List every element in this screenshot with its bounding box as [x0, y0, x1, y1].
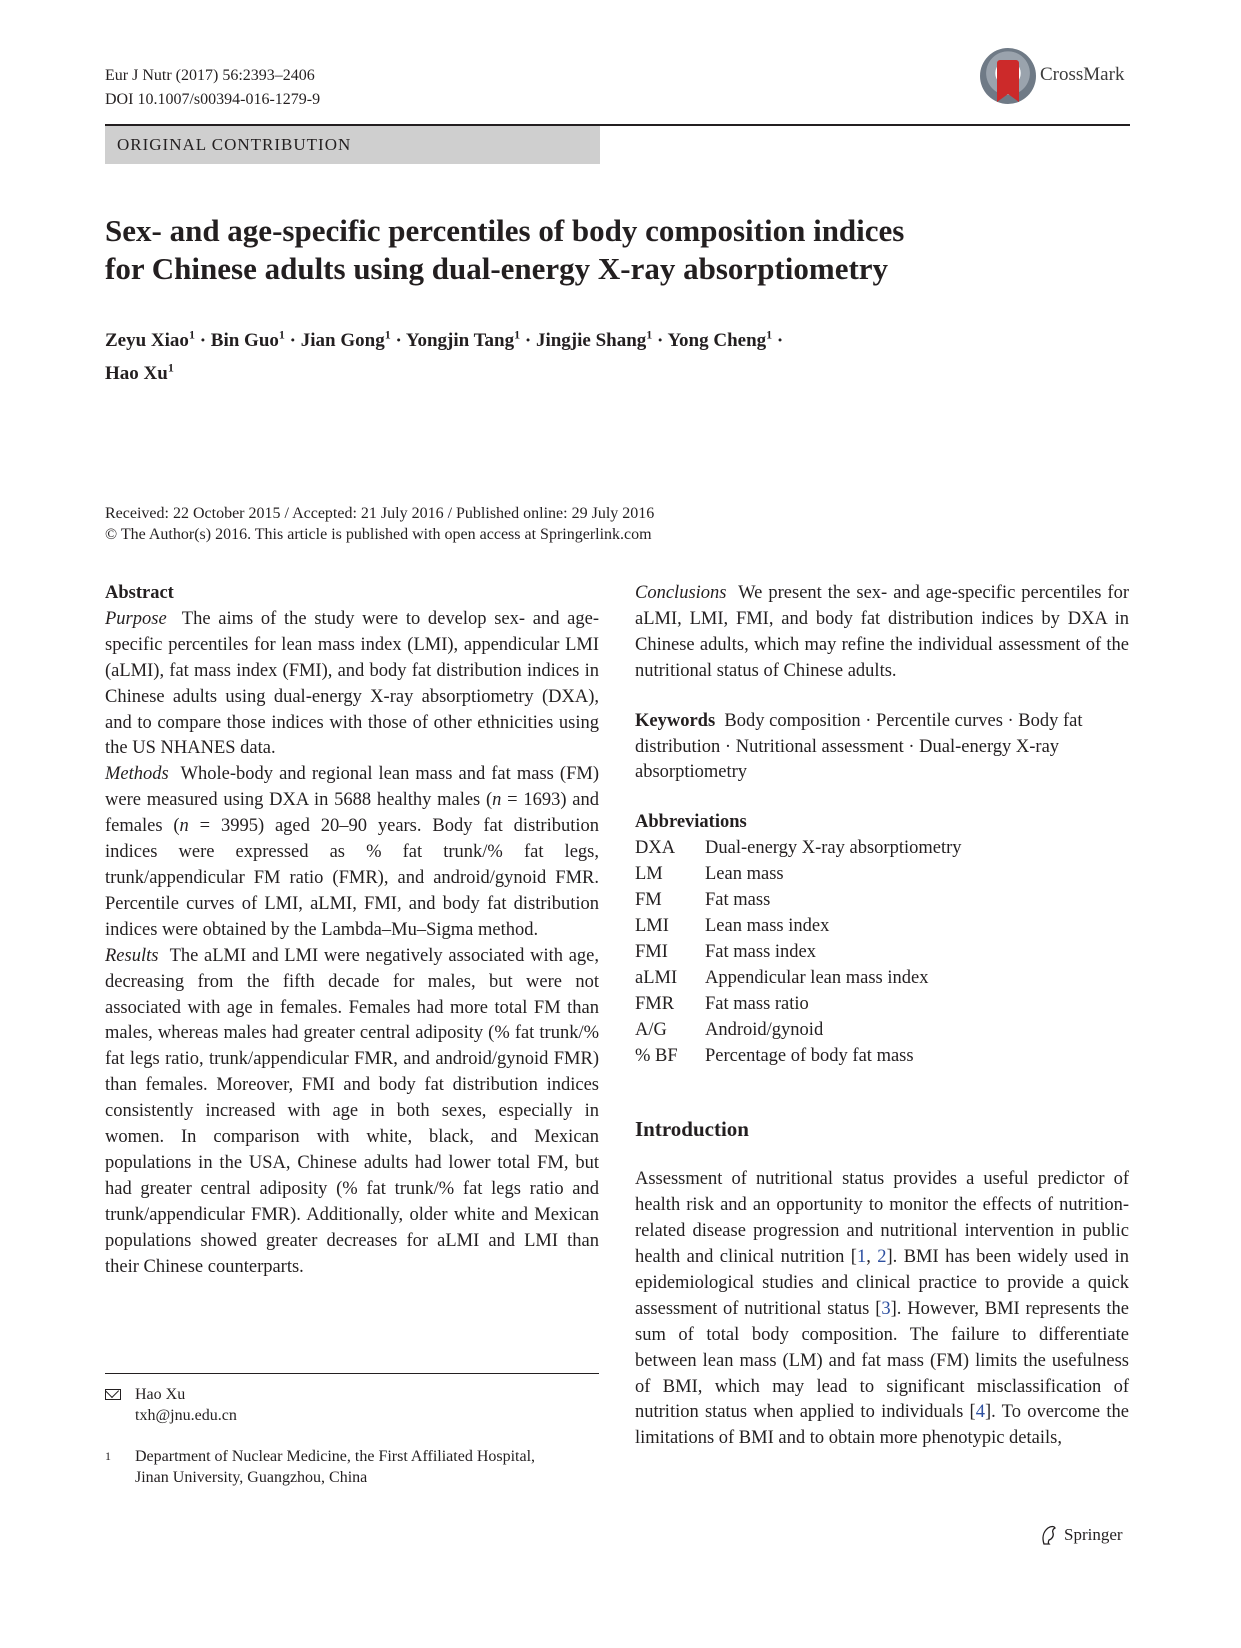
- affiliation-number: 1: [105, 1449, 111, 1463]
- journal-citation: [105, 64, 320, 112]
- abbreviation-row: DXA Dual-energy X-ray absorptiometry: [635, 838, 962, 859]
- abbreviation-row: LMI Lean mass index: [635, 915, 830, 936]
- introduction-paragraph: Assessment of nutritional status provides a useful predictor of health risk and an opportunity to monitor the effects of nutrition-related disease progression and nutritional intervention in public health and clinical nutrition [1, 2]. BMI has been widely used in epidemiological studies and clinical practice to provide a quick assessment of nutritional status [3]. However, BMI represents the sum of total body composition. The failure to differentiate between lean mass (LM) and fat mass (FM) limits the usefulness of BMI, which may lead to significant misclassification of nutrition status when applied to individuals [4]. To overcome the limitations of BMI and to obtain more phenotypic details,: [635, 1169, 1129, 1449]
- abbreviations-heading: Abbreviations: [635, 812, 747, 833]
- abstract-purpose: Purpose The aims of the study were to develop sex- and age-specific percentiles for lean mass index (LMI), appendicular LMI (aLMI), fat mass index (FMI), and body fat distribution indices in Chinese adults using dual-energy X-ray absorptiometry (DXA), and to compare those indices with those of other ethnicities using the US NHANES data.: [105, 608, 599, 759]
- abbreviation-row: aLMI Appendicular lean mass index: [635, 967, 929, 988]
- introduction-heading: Introduction: [635, 1117, 749, 1142]
- author[interactable]: Yong Cheng$^1$: [667, 328, 773, 352]
- abbreviation-row: % BF Percentage of body fat mass: [635, 1045, 914, 1066]
- springer-horse-icon: [1040, 1524, 1058, 1546]
- section-tag: ORIGINAL CONTRIBUTION: [105, 126, 600, 164]
- citation-link[interactable]: 4: [975, 1402, 985, 1423]
- abbreviation-row: FM Fat mass: [635, 890, 771, 911]
- corresponding-author: Hao Xu: [135, 1386, 186, 1403]
- author[interactable]: Zeyu Xiao$^1$: [105, 328, 195, 352]
- history-line: Received: 22 October 2015 / Accepted: 21 July 2016 / Published online: 29 July 2016: [105, 505, 655, 522]
- author[interactable]: Jian Gong$^1$: [300, 328, 391, 352]
- journal-line: Eur J Nutr (2017) 56:2393–2406: [105, 67, 315, 84]
- citation-link[interactable]: 3: [881, 1298, 891, 1319]
- abstract-methods: Methods Whole-body and regional lean mass and fat mass (FM) were measured using DXA in 5688 healthy males (n = 1693) and females (n = 3995) aged 20–90 years. Body fat distribution indices were expressed as % fat trunk/% fat legs, trunk/appendicular FM ratio (FMR), and android/gynoid FMR. Percentile curves of LMI, aLMI, FMI, and body fat distribution indices were obtained by the Lambda–Mu–Sigma method.: [105, 764, 599, 940]
- article-dates: [105, 503, 1105, 545]
- title-line-1: Sex- and age-specific percentiles of body composition indices: [105, 213, 905, 248]
- abbreviation-row: FMR Fat mass ratio: [635, 993, 809, 1014]
- right-column: [635, 581, 1129, 1452]
- abstract: [105, 581, 599, 1280]
- publisher-name: Springer: [1064, 1525, 1123, 1544]
- author[interactable]: Hao Xu$^1$: [105, 360, 174, 384]
- abstract-heading: Abstract: [105, 583, 174, 603]
- abbreviation-row: LM Lean mass: [635, 864, 784, 885]
- envelope-icon: [105, 1389, 121, 1400]
- crossmark-label: CrossMark: [1040, 64, 1125, 85]
- abstract-conclusions: Conclusions We present the sex- and age-specific percentiles for aLMI, LMI, FMI, and body fat distribution indices by DXA in Chinese adults, which may refine the individual assessment of the nutritional status of Chinese adults.: [635, 583, 1129, 681]
- doi-line[interactable]: DOI 10.1007/s00394-016-1279-9: [105, 91, 321, 108]
- affiliation-text: Department of Nuclear Medicine, the First Affiliated Hospital, Jinan University, Guangzhou, China: [135, 1448, 536, 1486]
- title-line-2: for Chinese adults using dual-energy X-ray absorptiometry: [105, 251, 889, 286]
- corresponding-email[interactable]: txh@jnu.edu.cn: [135, 1407, 237, 1424]
- author[interactable]: Bin Guo$^1$: [210, 328, 285, 352]
- publisher-logo: [1040, 1524, 1123, 1546]
- abbreviation-row: A/G Android/gynoid: [635, 1019, 824, 1040]
- citation-link[interactable]: 2: [877, 1247, 887, 1268]
- author-list: Zeyu Xiao$^1$ · Bin Guo$^1$ · Jian Gong$^1$ · Yongjin Tang$^1$ · Jingjie Shang$^1$ · Yong Cheng$^1$ · Hao Xu$^1$: [105, 328, 784, 384]
- footnote-rule: [105, 1373, 599, 1374]
- abbreviations: [635, 810, 1129, 1069]
- abstract-results: Results The aLMI and LMI were negatively associated with age, decreasing from the fifth decade for males, but were not associated with age in females. Females had more total FM than males, whereas males had greater central adiposity (% fat trunk/% fat legs ratio, trunk/appendicular FMR, and android/gynoid FMR) than females. Moreover, FMI and body fat distribution indices consistently increased with age in both sexes, especially in women. In comparison with white, black, and Mexican populations in the USA, Chinese adults had lower total FM, but had greater central adiposity (% fat trunk/% fat legs ratio and trunk/appendicular FMR). Additionally, older white and Mexican populations showed greater decreases for aLMI and LMI than their Chinese counterparts.: [105, 945, 599, 1277]
- bookmark-icon: [997, 60, 1019, 94]
- citation-link[interactable]: 1: [856, 1247, 867, 1268]
- article-title: [105, 212, 1065, 288]
- abbreviation-row: FMI Fat mass index: [635, 941, 816, 962]
- author[interactable]: Yongjin Tang$^1$: [405, 328, 521, 352]
- crossmark-badge[interactable]: [980, 48, 1128, 108]
- keywords: Keywords Body composition · Percentile curves · Body fat distribution · Nutritional assessment · Dual-energy X-ray absorptiometry: [635, 710, 1083, 783]
- copyright-line: © The Author(s) 2016. This article is published with open access at Springerlink.com: [105, 526, 652, 543]
- author[interactable]: Jingjie Shang$^1$: [535, 328, 653, 352]
